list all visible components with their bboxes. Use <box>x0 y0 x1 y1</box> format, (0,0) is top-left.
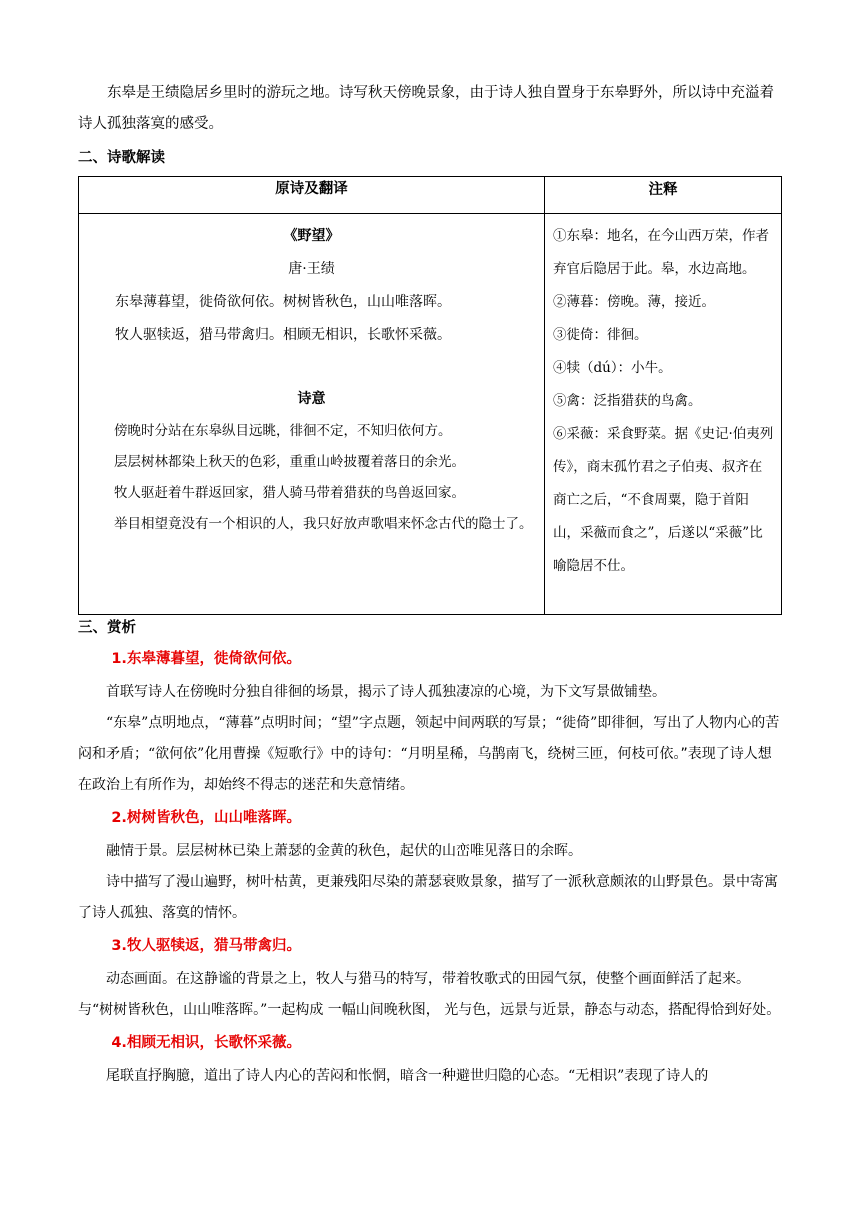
poem-title: 《野望》 <box>283 228 340 244</box>
text-run: 诗中描写了漫山遍野，树叶枯黄，更兼残阳尽染的萧瑟衰败景象， <box>106 874 512 890</box>
meaning-line: 层层树林都染上秋天的色彩，重重山岭披覆着落日的余光。 <box>114 454 465 470</box>
poem-cell <box>79 214 545 615</box>
table-header-poem: 原诗及翻译 <box>79 177 545 214</box>
text-run: 首联写诗人在傍晚时分独自徘徊的场景，揭示了诗人孤独凄凉的心境，为下文写景做铺垫。 <box>106 684 666 700</box>
note-item: ③徙倚：徘徊。 <box>553 327 648 343</box>
appreciation-paragraph <box>78 1061 782 1092</box>
appreciation-heading: 3.牧人驱犊返，猎马带禽归。 <box>111 938 301 954</box>
table-header-notes: 注释 <box>545 177 782 214</box>
intro-paragraph: 东皋是王绩隐居乡里时的游玩之地。诗写秋天傍晚景象，由于诗人独自置身于东皋野外，所以诗中充溢着诗人孤独落寞的感受。 <box>78 85 774 132</box>
appreciation-paragraph <box>78 677 782 708</box>
note-item: ④犊（dú）：小牛。 <box>553 360 672 376</box>
note-item: ⑥采薇：采食野菜。据《史记·伯夷列传》，商末孤竹君之子伯夷、叔齐在商亡之后，“不食周粟，隐于首阳山，采薇而食之”，后遂以“采薇”比喻隐居不仕。 <box>553 426 774 574</box>
appreciation-heading: 4.相顾无相识，长歌怀采薇。 <box>111 1035 301 1051</box>
poem-line: 牧人驱犊返，猎马带禽归。相顾无相识，长歌怀采薇。 <box>115 327 451 343</box>
text-run: “东皋”点明地点，“薄暮”点明时间；“望”字点题，领起中间两联的写景；“徙倚”即徘徊，写出了人物内心的苦闷和矛盾；“欲何依”化用曹操《短歌行》中的诗句：“月明星稀，乌鹊南飞，绕树三匝，何枝可依。 <box>78 715 780 762</box>
appreciation-paragraph <box>78 867 782 929</box>
poem-table <box>78 176 782 615</box>
section-3 <box>78 618 782 1092</box>
meaning-title: 诗意 <box>297 391 326 407</box>
note-item: ①东皋：地名，在今山西万荣，作者弃官后隐居于此。皋，水边高地。 <box>553 228 769 277</box>
meaning-line: 傍晚时分站在东皋纵目远眺，徘徊不定，不知归依何方。 <box>114 423 452 439</box>
text-run: 尾联直抒胸臆，道出了诗人内心的苦闷和怅惘，暗含一种避世归隐的心态。“无相识”表现了诗人的 <box>106 1068 709 1084</box>
appreciation-heading: 2.树树皆秋色，山山唯落晖。 <box>111 810 301 826</box>
poem-author: 唐·王绩 <box>288 261 335 277</box>
appreciation-paragraph <box>78 708 782 801</box>
section-2-heading: 二、诗歌解读 <box>78 150 165 166</box>
meaning-line: 举目相望竟没有一个相识的人，我只好放声歌唱来怀念古代的隐士了。 <box>114 516 533 532</box>
text-run: 动态画面。在这静谧的背景之上，牧人与猎马的特写，带着牧歌式的田园气氛，使整个画面鲜活了起来。与“树树皆秋色，山山唯落晖。”一起构成 一幅山间晚秋图， 光与色，远景与近景，静态与动态，搭配得恰到好处。 <box>78 971 781 1018</box>
text-run: ”表现了诗人想在政治上有所作为，却始终不得志的迷茫和失意情绪。 <box>78 746 772 793</box>
note-item: ⑤禽：泛指猎获的鸟禽。 <box>553 393 702 409</box>
appreciation-heading: 1.东皋薄暮望，徙倚欲何依。 <box>111 651 301 667</box>
appreciation-paragraph <box>78 964 782 1026</box>
poem-line: 东皋薄暮望，徙倚欲何依。树树皆秋色，山山唯落晖。 <box>115 294 451 310</box>
note-item: ②薄暮：傍晚。薄，接近。 <box>553 294 715 310</box>
section-3-heading: 三、赏析 <box>78 620 136 636</box>
notes-cell <box>545 214 782 615</box>
meaning-line: 牧人驱赶着牛群返回家，猎人骑马带着猎获的鸟兽返回家。 <box>114 485 465 501</box>
text-run: 描写了一派秋意颇浓的山野景色。景中寄寓了诗人孤独、落寞的情怀。 <box>78 874 778 921</box>
text-run: 融情于景。层层树林已染上萧瑟的金黄的秋色，起伏的山峦唯见落日的余晖。 <box>106 843 582 859</box>
appreciation-paragraph <box>78 836 782 867</box>
